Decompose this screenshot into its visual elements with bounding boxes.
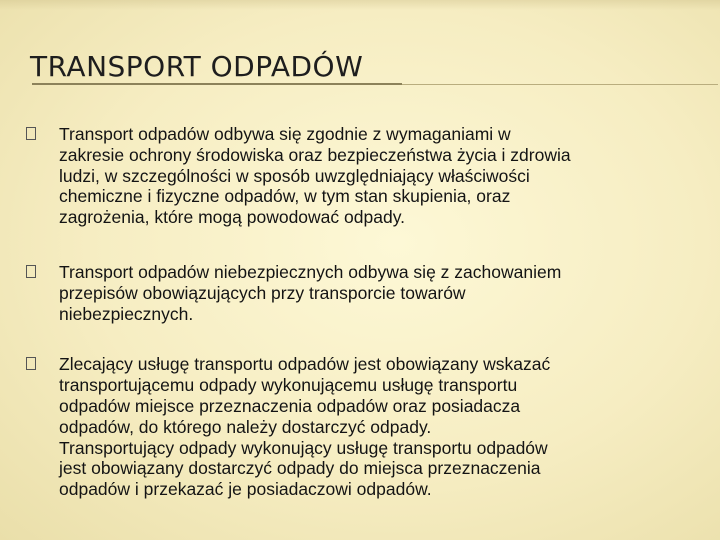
square-bullet-icon — [26, 127, 36, 140]
bullet-text: Zlecający usługę transportu odpadów jest obowiązany wskazać transportującemu odpady wykonującemu usługę transportu odpadów miejsce przeznaczenia odpadów oraz posiadacza odpadów, do którego należy dostarczyć odpady. Transportujący odpady wykonujący usługę transportu odpadów jest obowiązany dostarczyć odpady do miejsca przeznaczenia odpadów i przekazać je posiadaczowi odpadów. — [59, 354, 551, 500]
square-bullet-icon — [26, 265, 36, 278]
bullet-list — [26, 124, 706, 500]
square-bullet-icon — [26, 357, 36, 370]
slide-title: TRANSPORT ODPADÓW — [30, 50, 364, 83]
slide-top-shade — [0, 0, 720, 10]
bullet-text: Transport odpadów niebezpiecznych odbywa się z zachowaniem przepisów obowiązujących przy transporcie towarów niebezpiecznych. — [59, 261, 562, 324]
bullet-item — [26, 262, 706, 324]
bullet-item — [26, 124, 706, 228]
title-underline — [32, 84, 718, 85]
bullet-text: Transport odpadów odbywa się zgodnie z wymaganiami w zakresie ochrony środowiska oraz bezpieczeństwa życia i zdrowia ludzi, w szczególności w sposób uwzględniający właściwości chemiczne i fizyczne odpadów, w tym stan skupienia, oraz zagrożenia, które mogą powodować odpady. — [59, 124, 571, 228]
bullet-item — [26, 354, 706, 500]
